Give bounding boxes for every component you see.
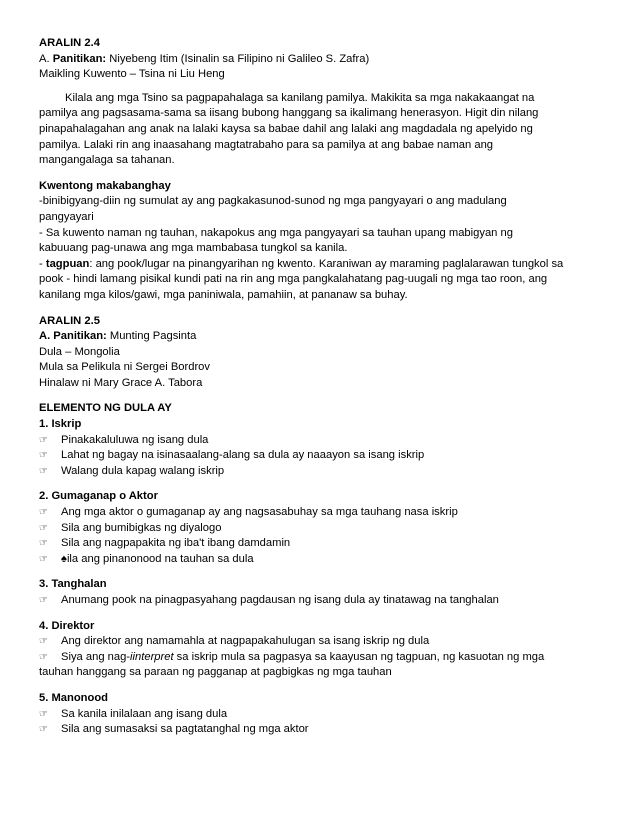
pointing-hand-icon: ☞ — [39, 434, 48, 446]
pointing-hand-icon: ☞ — [39, 553, 48, 565]
list-item-text: Ang mga aktor o gumaganap ay ang nagsasabuhay sa mga tauhang nasa iskrip — [61, 506, 458, 519]
kwento-line: -binibigyang-diin ng sumulat ay ang pagkakasunod-sunod ng mga pangyayari o ang madulang — [39, 195, 507, 208]
paragraph-line: pinapahalagahan ang anak na lalaki kaysa sa babae dahil ang lalaki ang magdadala ng apelyido ng — [39, 122, 533, 135]
list-item — [39, 593, 599, 609]
list-item-continuation: tauhan hanggang sa paraan ng pagganap at pagbigkas ng mga tauhan — [39, 666, 392, 679]
aralin-2-5-panitikan — [39, 329, 599, 345]
aralin-2-5-line: Mula sa Pelikula ni Sergei Bordrov — [39, 361, 211, 374]
kwento-line: - Sa kuwento naman ng tauhan, nakapokus ang mga pangyayari sa tauhan upang mabigyan ng — [39, 226, 513, 239]
panitikan-label: Panitikan: — [52, 52, 107, 65]
list-item — [39, 433, 599, 449]
paragraph-line: pamilya. Lalaki rin ang inaasahang magtatrabaho para sa pamilya at ang babae naman ang — [39, 138, 494, 151]
pointing-hand-icon: ☞ — [39, 636, 48, 648]
section-title: 3. Tanghalan — [39, 578, 107, 591]
text-segment: sa iskrip mula sa pagpasya sa kaayusan ng tagpuan, ng kasuotan ng mga — [173, 650, 545, 663]
paragraph-line: pamilya ang pagsasama-sama sa iisang bubong hanggang sa ikalimang henerasyon. Higit din nilang — [39, 107, 539, 120]
pointing-hand-icon: ☞ — [39, 507, 48, 519]
list-item-text — [61, 650, 544, 666]
panitikan-prefix: A. — [39, 52, 53, 65]
list-item-text: ♠ila ang pinanonood na tauhan sa dula — [61, 552, 254, 565]
aralin-2-4-heading: ARALIN 2.4 — [39, 37, 100, 49]
kwento-heading: Kwentong makabanghay — [39, 179, 171, 192]
tagpuan-text: : ang pook/lugar na pinangyarihan ng kwento. Karaniwan ay maraming paglalarawan tungkol sa — [89, 257, 564, 270]
elemento-heading: ELEMENTO NG DULA AY — [39, 402, 172, 415]
tagpuan-line: pook - hindi lamang pisikal kundi pati na rin ang mga pangkalahatang pag-uugali ng mga tao roon, ang — [39, 273, 548, 286]
pointing-hand-icon: ☞ — [39, 708, 48, 720]
list-item — [39, 552, 599, 568]
panitikan-text: Niyebeng Itim (Isinalin sa Filipino ni Galileo S. Zafra) — [106, 52, 370, 65]
list-item-text: Sa kanila inilalaan ang isang dula — [61, 707, 228, 720]
section-title: 1. Iskrip — [39, 418, 82, 431]
list-item — [39, 448, 599, 464]
list-item — [39, 707, 599, 723]
pointing-hand-icon: ☞ — [39, 450, 48, 462]
tagpuan-line: kanilang mga kilos/gawi, mga paniniwala, pamahiin, at pananaw sa buhay. — [39, 288, 408, 301]
pointing-hand-icon: ☞ — [39, 538, 48, 550]
paragraph-line: mangangalaga sa tahanan. — [39, 154, 175, 167]
section-title: 4. Direktor — [39, 619, 95, 632]
panitikan-text: Munting Pagsinta — [106, 330, 197, 343]
list-item-text: Anumang pook na pinagpasyahang pagdausan ng isang dula ay tinatawag na tanghalan — [61, 594, 499, 606]
list-item-text: Pinakakaluluwa ng isang dula — [61, 433, 209, 446]
list-item — [39, 634, 599, 650]
tagpuan-label: tagpuan — [45, 257, 90, 270]
paragraph-line: Kilala ang mga Tsino sa pagpapahalaga sa kanilang pamilya. Makikita sa mga nakakaangat na — [65, 91, 535, 104]
list-item-text: Sila ang sumasaksi sa pagtatanghal ng mga aktor — [61, 723, 309, 736]
list-item-text: Ang direktor ang namamahla at nagpapakahulugan sa isang iskrip ng dula — [61, 635, 430, 648]
list-item — [39, 650, 599, 666]
pointing-hand-icon: ☞ — [39, 724, 48, 736]
aralin-2-5-heading: ARALIN 2.5 — [39, 314, 100, 327]
aralin-2-5-line: Dula – Mongolia — [39, 345, 120, 358]
section-title: 5. Manonood — [39, 691, 108, 704]
pointing-hand-icon: ☞ — [39, 651, 48, 663]
list-item-text: Sila ang nagpapakita ng iba't ibang damdamin — [61, 537, 291, 550]
text-segment-italic: iinterpret — [130, 650, 174, 663]
kwento-line: pangyayari — [39, 210, 94, 223]
list-item — [39, 536, 599, 552]
list-item-text: Sila ang bumibigkas ng diyalogo — [61, 521, 222, 534]
pointing-hand-icon: ☞ — [39, 595, 48, 606]
list-item-text: Walang dula kapag walang iskrip — [61, 464, 225, 477]
tagpuan-line — [39, 257, 599, 273]
aralin-2-4-subtitle: Maikling Kuwento – Tsina ni Liu Heng — [39, 68, 225, 81]
aralin-2-4-panitikan — [39, 52, 599, 68]
list-item-text: Lahat ng bagay na isinasaalang-alang sa dula ay naaayon sa isang iskrip — [61, 449, 425, 462]
list-item — [39, 722, 599, 738]
tagpuan-prefix: - — [39, 257, 46, 270]
text-segment: Siya ang nag- — [61, 650, 131, 663]
list-item — [39, 505, 599, 521]
list-item — [39, 464, 599, 480]
pointing-hand-icon: ☞ — [39, 465, 48, 477]
document-page — [39, 36, 599, 738]
aralin-2-5-line: Hinalaw ni Mary Grace A. Tabora — [39, 376, 203, 389]
pointing-hand-icon: ☞ — [39, 522, 48, 534]
section-title: 2. Gumaganap o Aktor — [39, 490, 158, 503]
panitikan-label: A. Panitikan: — [39, 330, 107, 343]
list-item — [39, 521, 599, 537]
kwento-line: kabuuang pag-unawa ang mga mambabasa tungkol sa kanila. — [39, 242, 348, 255]
